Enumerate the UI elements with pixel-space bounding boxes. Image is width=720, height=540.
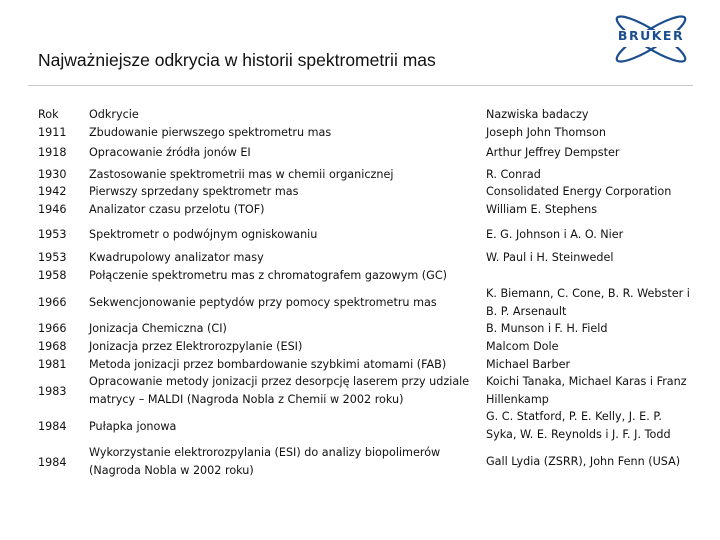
- row-year: 1918: [38, 146, 67, 159]
- title-divider: [28, 85, 693, 86]
- row-year: 1942: [38, 185, 67, 198]
- row-discovery: Zbudowanie pierwszego spektrometru mas: [89, 126, 332, 139]
- row-discovery: Połączenie spektrometru mas z chromatografem gazowym (GC): [89, 269, 447, 282]
- row-year: 1953: [38, 228, 67, 241]
- row-discovery: Pułapka jonowa: [89, 420, 177, 433]
- row-discovery: Metoda jonizacji przez bombardowanie szybkimi atomami (FAB): [89, 358, 447, 371]
- row-year: 1946: [38, 203, 67, 216]
- row-year: 1930: [38, 168, 67, 181]
- row-discovery: Kwadrupolowy analizator masy: [89, 251, 264, 264]
- row-year: 1966: [38, 322, 67, 335]
- row-discovery: Opracowanie źródła jonów EI: [89, 146, 251, 159]
- logo-text: BRUKER: [617, 28, 685, 43]
- row-discovery-line: matrycy – MALDI (Nagroda Nobla z Chemii w 2002 roku): [89, 392, 404, 406]
- row-year: 1981: [38, 358, 67, 371]
- row-discovery: Pierwszy sprzedany spektrometr mas: [89, 185, 299, 198]
- row-year: 1911: [38, 126, 67, 139]
- row-discovery: Jonizacja przez Elektrorozpylanie (ESI): [89, 340, 303, 353]
- header-names: Nazwiska badaczy: [486, 108, 589, 121]
- row-year: 1968: [38, 340, 67, 353]
- row-discovery: [89, 373, 469, 408]
- row-year: 1958: [38, 269, 67, 282]
- row-year: 1983: [38, 385, 67, 398]
- slide-title: Najważniejsze odkrycia w historii spektrometrii mas: [38, 50, 436, 70]
- row-year: 1966: [38, 296, 67, 309]
- row-discovery-line: (Nagroda Nobla w 2002 roku): [89, 463, 254, 477]
- row-year: 1953: [38, 251, 67, 264]
- header-discovery: Odkrycie: [89, 108, 139, 121]
- row-year: 1984: [38, 456, 67, 469]
- row-year: 1984: [38, 420, 67, 433]
- row-discovery: [89, 444, 440, 479]
- row-discovery: Analizator czasu przelotu (TOF): [89, 203, 265, 216]
- bruker-logo: [602, 8, 700, 70]
- row-discovery-line: Wykorzystanie elektrorozpylania (ESI) do analizy biopolimerów: [89, 446, 441, 459]
- header-year: Rok: [38, 108, 59, 121]
- row-discovery: Sekwencjonowanie peptydów przy pomocy spektrometru mas: [89, 296, 437, 309]
- row-discovery: Spektrometr o podwójnym ogniskowaniu: [89, 228, 318, 241]
- row-discovery-line: Opracowanie metody jonizacji przez desorpcję laserem przy udziale: [89, 375, 470, 388]
- row-discovery: Zastosowanie spektrometrii mas w chemii organicznej: [89, 168, 394, 181]
- row-discovery: Jonizacja Chemiczna (CI): [89, 322, 227, 335]
